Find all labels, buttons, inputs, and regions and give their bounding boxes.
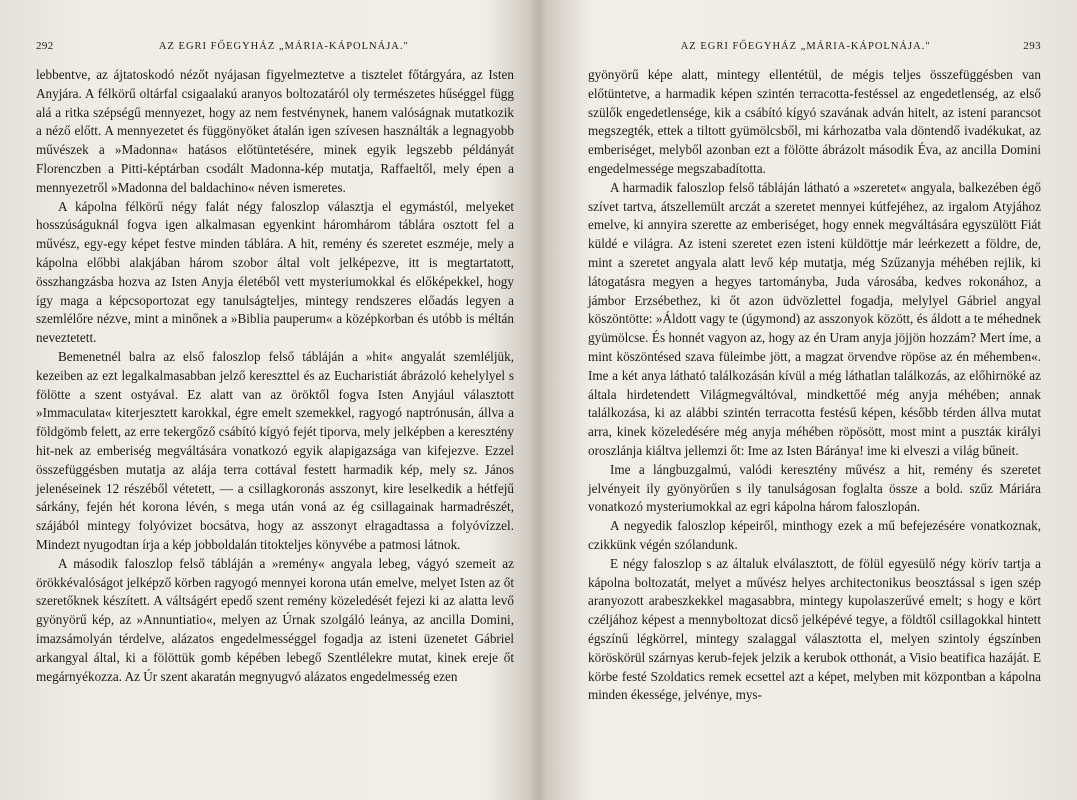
paragraph: A negyedik faloszlop képeiről, minthogy ezek a mű befejezésére vonatkoznak, czikkünk végén szólandunk. xyxy=(588,518,1041,552)
right-page-header xyxy=(588,40,1041,52)
paragraph: E négy faloszlop s az általuk elválasztott, de fölül egyesülő négy körív tartja a kápolna boltozatát, melyet a művész helyes architectonikus beosztással s igen szép aranyozott arabeszkekkel magasabbra, mintegy kupolaszerűvé emelt; s hogy e kört czéljához képest a mennyboltozat dicső jelképévé tegye, a földtől csillagokkal hintett égszínű légkörrel, mintegy szalaggal választotta el, melyen szintoly égszínben köröskörül szárnyas kerub-fejek jelzik a kerubok otthonát, a Visio beatifica hazáját. E körbe festé Szoldatics remek ecsettel azt a képet, melyben mit központban a kápolna minden ékessége, jelvénye, mys- xyxy=(588,555,1041,703)
page-number: 293 xyxy=(1023,40,1041,52)
left-page-header xyxy=(36,40,514,52)
right-page xyxy=(538,0,1077,800)
left-page xyxy=(0,0,538,800)
paragraph: Ime a lángbuzgalmú, valódi keresztény művész a hit, remény és szeretet jelvényeit ily gyönyörűen s ily tanulságosan foglalta össze a bold. szűz Máriára vonatkozó mysteriumokkal az egri kápolna három faloszlopán. xyxy=(588,461,1041,515)
left-page-text xyxy=(36,66,514,686)
paragraph: A harmadik faloszlop felső tábláján látható a »szeretet« angyala, balkezében égő szívet tartva, átszellemült arczát a szeretet mennyei kútfejéhez, az irgalom Atyjához emelve, ki annyira szerette az emberiséget, hogy ennek megváltására egyszülött Fiát küldé e világra. Az isteni szeretet ezen isteni küldöttje már leérkezett a földre, de, mint a szeretet angyala alatt levő kép mutatja, még Szűzanyja méhében rejlik, ki látogatásra megyen a hegyes tartományba, Juda városába, kedves rokonához, a jámbor Erzsébethez, ki őt azon üdvözlettel fogadja, melylyel Gábriel angyal köszöntötte: »Áldott vagy te (úgymond) az asszonyok között, és áldott a te méhednek gyümölcse. És honnét vagyon az, hogy az én Uram anyja jöjjön hozzám? Mert íme, a mint köszöntésed szava füleimbe jött, a magzat örvendve röpöse az én méhemben«. Ime a két anya látható találkozásán kívül a még láthatlan találkozás, az előhirnöké az általa hirdetendett Világmegváltóval, mindkettőé még anyja méhében; annak találkozása, ki az alábbi szintén terracotta festésű képen, később térden állva mutat arra, kinek közeledésére még anyja méhében röpösött, most mint a pusztáк királyi oroszlánja kiáltva jellemzi őt: Ime az Isten Báránya! ime ki elveszi a világ bűneit. xyxy=(588,179,1041,458)
paragraph: Bemenetnél balra az első faloszlop felső tábláján a »hit« angyalát szemléljük, kezeiben az ezt legalkalmasabban jelző kereszttel és az Eucharistiát ábrázoló kehelylyel s fölötte a szent ostyával. Ez alatt van az öröktől fogva Isten Anyjául választott »Immaculata« kiterjesztett karokkal, égre emelt szemekkel, ragyogó naptrónusán, állva a földgömb felett, az erre tekergőző csábító kígyó fejét tiporva, mely jelképben a keresztény hit-nek az emberiség megváltására vonatkozó egyik alapigazsága van kifejezve. Ezzel összefüggésben mutatja az alája terra cottával festett harmadik kép, mely sz. János jelenéseinek 12 részéből vétetett, — a csillagkoronás asszonyt, kire leselkedik a hétfejű sárkány, fején hét korona lévén, s mega után voná az ég csillagainak harmadrészét, szájából mintegy folyóvizet bocsátva, hogy az asszonyt elragadtassa a folyóvízzel. Mindezt nyugodtan írja a kép jobboldalán titokteljes könyvébe a patmosi látnok. xyxy=(36,348,514,552)
paragraph: A kápolna félkörű négy falát négy faloszlop választja el egymástól, melyeket hosszúságuknál fogva igen alkalmasan egyenkint háromhárom táblára osztott fel a művész, egy-egy képet festve minden táblára. A hit, remény és szeretet eszméje, mely a kápolna előbbi alakjában három szobor által volt jelképezve, itt is megtartatott, összhangzásba hozva az Isten Anyja életéből vett mysteriumokkal és előképekkel, hogy így maga a képcsoportozat egy tanulságteljes, mintegy rendszeres előadás legyen a szemlélőre nézve, mint a minőnek a »Biblia pauperum« a középkorban és utóbb is méltán neveztetett. xyxy=(36,198,514,346)
paragraph: A második faloszlop felső tábláján a »remény« angyala lebeg, vágyó szemeit az örökkévalóságot jelképző körben ragyogó mennyei korona után emelve, melyet Isten az őt szeretőknek készített. A váltságért epedő szent remény közeledését fejezi ki az alatta levő gyönyörű kép, az »Annuntiatio«, melyen az Úrnak szolgáló leánya, az ancilla Domini, imazsámolyán térdelve, alázatos engedelmességgel fogadja az isteni üzenetet Gábriel arkangyal által, ki a fölöttük gomb képében lebegő Szentlélekre mutat, kinek ereje őt megárnyékozza. Az Úr szent akaratán megnyugvó alázatos engedelmesség ezen xyxy=(36,555,514,684)
right-page-text xyxy=(588,66,1041,705)
paragraph: lebbentve, az ájtatoskodó nézőt nyájasan figyelmeztetve a tisztelet főtárgyára, az Isten Anyjára. A félkörű oltárfal csigaalakú aranyos boltozatáról oly természetes hűséggel függ alá a ritka szépségű mennyezet, hogy az nem festvénynek, hanem valóságnak mutatkozik a néző előtt. A mennyezetet és függönyöket átalán igen szívesen használták a legnagyobb művészek a »Madonna« hatásos előtüntetésére, minek egyik legszebb példányát Florenczben a Pitti-képtárban csodált Madonna-kép mutatja, Raffaeltől, mely épen a mennyezetről »Madonna del baldachino« néven ismeretes. xyxy=(36,67,514,195)
running-head: AZ EGRI FŐEGYHÁZ „MÁRIA-KÁPOLNÁJA." xyxy=(158,41,409,52)
page-number: 292 xyxy=(36,40,54,52)
running-head: AZ EGRI FŐEGYHÁZ „MÁRIA-KÁPOLNÁJA." xyxy=(680,41,931,52)
paragraph: gyönyörű képe alatt, mintegy ellentétül, de mégis teljes összefüggésben van előtüntetve, a harmadik képen szintén terracotta-festéssel az engedetlenség, az első szülők engedetlensége, kik a csábító kígyó szavának adván hitelt, az isteni parancsot megszegték, ettek a tiltott gyümölcsből, mi kárhozatba vala döntendő ivadékukat, az emberiséget, melyből azonban ezt a fölötte ábrázolt második Éva, az ancilla Domini engedelmessége megszabadította. xyxy=(588,67,1041,176)
